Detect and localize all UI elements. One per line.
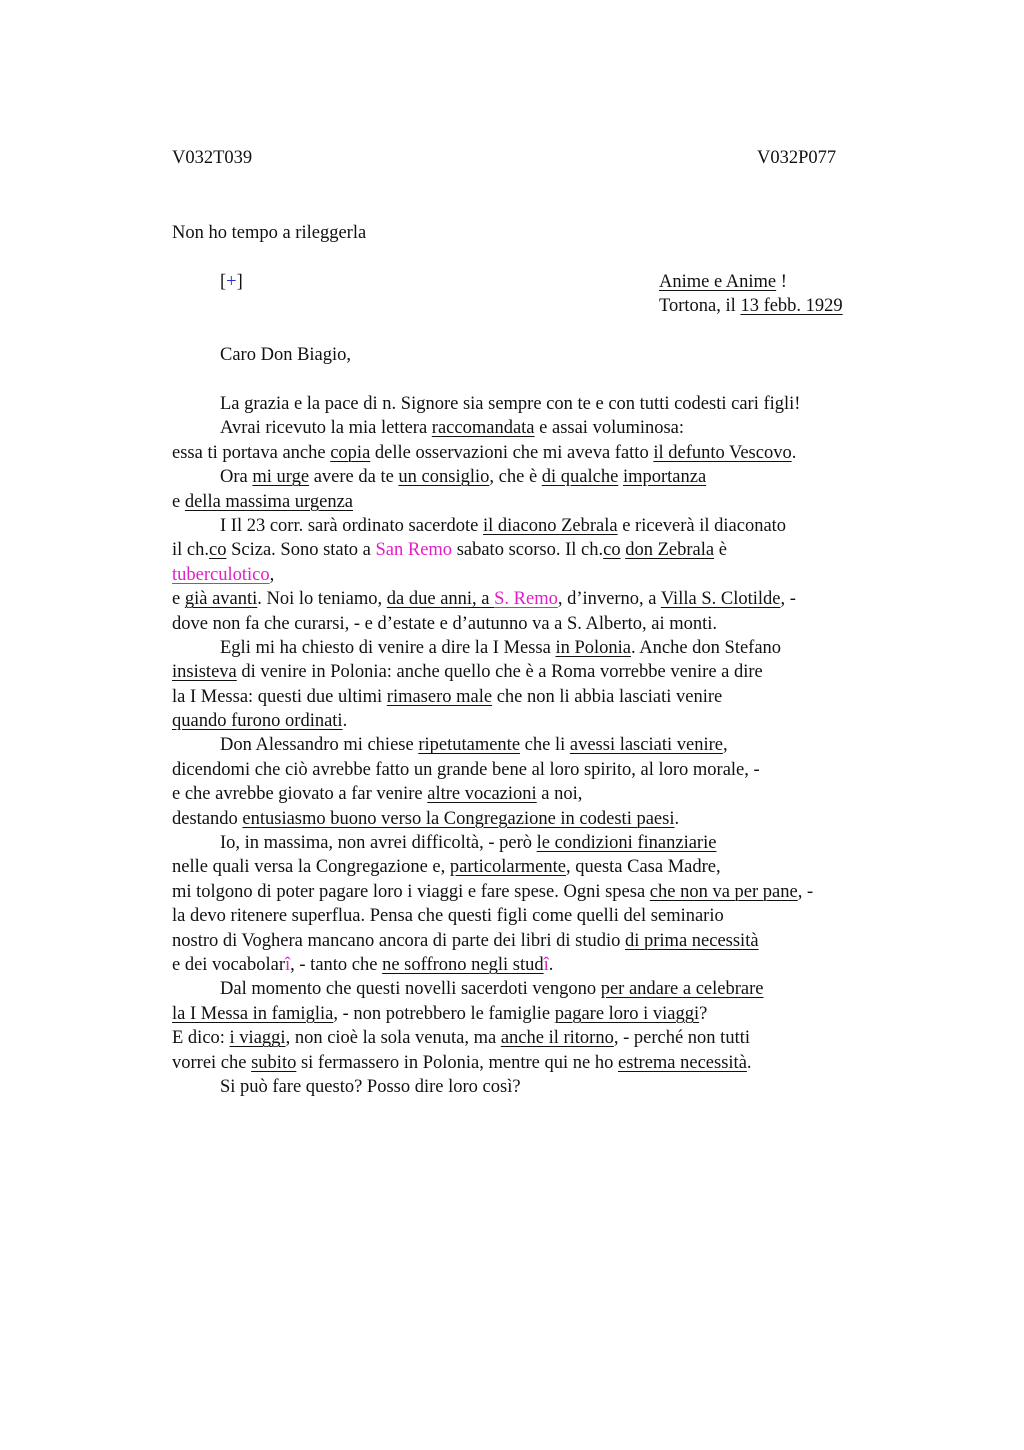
- text-segment: La grazia e la pace di n. Signore sia sempre con te e con tutti codesti cari figli!: [220, 394, 801, 414]
- underlined-text: ne soffrono negli stud: [382, 954, 544, 975]
- underlined-text: le condizioni finanziarie: [536, 833, 717, 854]
- text-segment: , - tanto che: [290, 954, 383, 975]
- document-reference-left: V032T039: [172, 148, 253, 168]
- letter-line: [172, 636, 813, 660]
- underlined-text: raccomandata: [431, 418, 535, 439]
- text-segment: dove non fa che curarsi, - e d’estate e d’autunno va a S. Alberto, ai monti.: [172, 613, 718, 634]
- text-segment: il ch.: [172, 540, 209, 561]
- text-segment: dicendomi che ciò avrebbe fatto un grande bene al loro spirito, al loro morale, -: [172, 759, 760, 780]
- text-segment: . Noi lo teniamo,: [257, 589, 387, 610]
- text-segment: Si può fare questo? Posso dire loro così?: [220, 1076, 521, 1097]
- letter-line: [172, 612, 813, 636]
- letter-line: [172, 587, 813, 611]
- text-segment: , - perché non tutti: [613, 1028, 750, 1049]
- text-segment: destando: [172, 808, 243, 829]
- text-segment: si fermassero in Polonia, mentre qui ne ho: [296, 1052, 618, 1073]
- underlined-text: don Zebrala: [625, 540, 715, 561]
- dateline-place: Tortona, il: [659, 296, 741, 316]
- underlined-text: di qualche: [541, 467, 619, 488]
- letter-line: [172, 416, 813, 440]
- text-segment: e assai voluminosa:: [534, 418, 685, 439]
- letter-line: [172, 1026, 813, 1050]
- letter-line: [172, 758, 813, 782]
- underlined-text: entusiasmo buono verso la Congregazione in codesti paesi: [242, 808, 675, 829]
- letter-line: [172, 782, 813, 806]
- letter-line: [172, 807, 813, 831]
- underlined-text: altre vocazioni: [427, 784, 537, 805]
- text-segment: .: [791, 442, 797, 463]
- underlined-text: quando furono ordinati: [172, 711, 343, 732]
- text-segment: Ora: [220, 467, 253, 488]
- underlined-text: avessi lasciati venire: [569, 735, 723, 756]
- salutation: Caro Don Biagio,: [220, 345, 352, 365]
- text-segment: , d’inverno, a: [557, 589, 661, 610]
- document-reference-right: V032P077: [757, 148, 837, 168]
- text-segment: e: [172, 491, 185, 512]
- text-segment: ,: [722, 735, 728, 756]
- underlined-text: mi urge: [252, 467, 310, 488]
- underlined-text: anche il ritorno: [500, 1028, 614, 1049]
- text-segment: Avrai ricevuto la mia lettera: [220, 418, 432, 439]
- text-segment: . Anche don Stefano: [631, 637, 782, 658]
- underlined-text: subito: [251, 1052, 297, 1073]
- underlined-text: da due anni, a: [386, 589, 495, 610]
- text-segment: Dal momento che questi novelli sacerdoti vengono: [220, 979, 601, 1000]
- text-segment: la devo ritenere superflua. Pensa che questi figli come quelli del seminario: [172, 906, 724, 927]
- text-segment: .: [342, 711, 348, 732]
- letter-line: [172, 880, 813, 904]
- underlined-text: il diacono Zebrala: [483, 515, 618, 536]
- underlined-text: che non va per pane: [649, 881, 798, 902]
- highlighted-text: San Remo: [375, 540, 453, 561]
- letter-line: [172, 685, 813, 709]
- text-segment: mi tolgono di poter pagare loro i viaggi e fare spese. Ogni spesa: [172, 881, 650, 902]
- underlined-text: i viaggi: [229, 1028, 286, 1049]
- letter-body: [172, 392, 813, 1099]
- text-segment: e: [172, 589, 185, 610]
- letter-line: [172, 490, 813, 514]
- text-segment: , -: [780, 589, 796, 610]
- letter-line: [172, 441, 813, 465]
- underlined-text: la I Messa in famiglia: [172, 1003, 334, 1024]
- text-segment: E dico:: [172, 1028, 230, 1049]
- underlined-text: della massima urgenza: [184, 491, 353, 512]
- text-segment: nostro di Voghera mancano ancora di parte dei libri di studio: [172, 930, 625, 951]
- underlined-text: ripetutamente: [418, 735, 521, 756]
- text-segment: la I Messa: questi due ultimi: [172, 686, 387, 707]
- text-segment: sabato scorso. Il ch.: [452, 540, 604, 561]
- text-segment: I Il 23 corr. sarà ordinato sacerdote: [220, 515, 484, 536]
- underlined-text: il defunto Vescovo: [653, 442, 792, 463]
- text-segment: ?: [699, 1003, 708, 1024]
- underlined-text: per andare a celebrare: [600, 979, 764, 1000]
- letter-line: [172, 904, 813, 928]
- text-segment: ,: [269, 564, 275, 585]
- letter-line: [172, 465, 813, 489]
- text-segment: .: [674, 808, 680, 829]
- text-segment: di venire in Polonia: anche quello che è a Roma vorrebbe venire a dire: [236, 662, 763, 683]
- underlined-text: di prima necessità: [624, 930, 759, 951]
- letter-line: [172, 831, 813, 855]
- dateline-date: 13 febb. 1929: [740, 296, 843, 316]
- text-segment: , -: [797, 881, 814, 902]
- dateline: [659, 294, 843, 318]
- text-segment: e dei vocabolar: [172, 954, 285, 975]
- letter-line: [172, 1002, 813, 1026]
- text-segment: , - non potrebbero le famiglie: [333, 1003, 555, 1024]
- underlined-text: co: [603, 540, 621, 561]
- letter-line: [172, 563, 813, 587]
- handwritten-note: Non ho tempo a rileggerla: [172, 223, 367, 243]
- highlighted-text: tuberculotico: [172, 564, 270, 585]
- highlighted-text: î: [285, 954, 291, 975]
- text-segment: , che è: [489, 467, 542, 488]
- underlined-text: rimasero male: [386, 686, 493, 707]
- text-segment: .: [746, 1052, 752, 1073]
- bracket-open: [: [220, 272, 227, 292]
- underlined-text: in Polonia: [555, 637, 632, 658]
- letter-line: [172, 538, 813, 562]
- text-segment: che li: [520, 735, 570, 756]
- underlined-text: estrema necessità: [617, 1052, 747, 1073]
- underlined-text: copia: [330, 442, 371, 463]
- text-segment: avere da te: [309, 467, 399, 488]
- text-segment: è: [714, 540, 727, 561]
- letter-line: [172, 392, 813, 416]
- underlined-text: pagare loro i viaggi: [554, 1003, 700, 1024]
- letter-line: [172, 1075, 813, 1099]
- text-segment: e che avrebbe giovato a far venire: [172, 784, 428, 805]
- plus-icon: +: [226, 272, 237, 292]
- cross-mark: [220, 270, 243, 294]
- text-segment: Egli mi ha chiesto di venire a dire la I Messa: [220, 637, 556, 658]
- motto: [659, 270, 787, 294]
- letter-line: [172, 855, 813, 879]
- underlined-text: un consiglio: [398, 467, 490, 488]
- text-segment: vorrei che: [172, 1052, 252, 1073]
- letter-line: [172, 660, 813, 684]
- text-segment: e riceverà il diaconato: [617, 515, 787, 536]
- text-segment: Scizа. Sono stato a: [226, 540, 376, 561]
- bracket-close: ]: [236, 272, 243, 292]
- underlined-text: insisteva: [172, 662, 237, 683]
- text-segment: nelle quali versa la Congregazione e,: [172, 857, 450, 878]
- text-segment: delle osservazioni che mi aveva fatto: [370, 442, 654, 463]
- text-segment: , non cioè la sola venuta, ma: [285, 1028, 501, 1049]
- text-segment: .: [548, 954, 554, 975]
- letter-line: [172, 929, 813, 953]
- text-segment: Io, in massima, non avrei difficoltà, - però: [220, 833, 537, 854]
- highlighted-text: S. Remo: [494, 589, 558, 610]
- motto-text: Anime e Anime: [659, 272, 777, 292]
- text-segment: , questa Casa Madre,: [565, 857, 721, 878]
- highlighted-text: î: [543, 954, 549, 975]
- text-segment: a noi,: [536, 784, 583, 805]
- underlined-text: co: [209, 540, 227, 561]
- letter-line: [172, 1051, 813, 1075]
- text-segment: essa ti portava anche: [172, 442, 331, 463]
- underlined-text: particolarmente: [449, 857, 566, 878]
- letter-line: [172, 709, 813, 733]
- text-segment: che non li abbia lasciati venire: [492, 686, 723, 707]
- underlined-text: Villa S. Clotilde: [660, 589, 781, 610]
- motto-punctuation: !: [776, 272, 787, 292]
- letter-line: [172, 733, 813, 757]
- letter-line: [172, 953, 813, 977]
- letter-line: [172, 977, 813, 1001]
- underlined-text: già avanti: [184, 589, 258, 610]
- underlined-text: importanza: [622, 467, 707, 488]
- text-segment: Don Alessandro mi chiese: [220, 735, 419, 756]
- letter-line: [172, 514, 813, 538]
